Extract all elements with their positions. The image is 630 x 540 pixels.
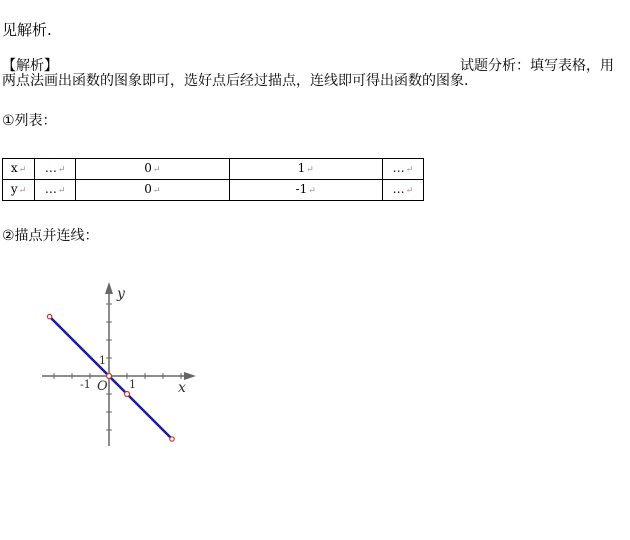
return-mark: ↵ bbox=[18, 165, 27, 175]
cell-value: … bbox=[44, 161, 57, 175]
table-cell bbox=[76, 180, 229, 201]
origin-label: O bbox=[97, 379, 108, 394]
line-end-point bbox=[47, 314, 51, 318]
step-one-label: ①列表： bbox=[2, 113, 57, 129]
return-mark: ↵ bbox=[308, 186, 316, 196]
tick-label-x-one: 1 bbox=[129, 378, 136, 391]
cell-value: … bbox=[44, 182, 57, 196]
step-two-label: ②描点并连线： bbox=[2, 228, 99, 244]
cell-value: 1 bbox=[297, 161, 306, 175]
table-cell bbox=[35, 159, 76, 180]
return-mark: ↵ bbox=[306, 165, 314, 175]
row-header-x: x bbox=[10, 161, 18, 175]
cell-value: … bbox=[392, 182, 405, 196]
return-mark: ↵ bbox=[57, 186, 66, 196]
return-mark: ↵ bbox=[152, 186, 161, 196]
analysis-heading: 【解析】 bbox=[2, 58, 58, 74]
plotted-point-origin bbox=[107, 374, 112, 379]
y-axis-label: y bbox=[117, 286, 125, 302]
answer-text: 见解析. bbox=[2, 21, 52, 39]
row-header-y: y bbox=[10, 182, 18, 196]
y-axis-arrow-icon bbox=[105, 282, 113, 294]
return-mark: ↵ bbox=[18, 186, 27, 196]
value-table bbox=[2, 158, 424, 201]
tick-label-y-one: 1 bbox=[99, 354, 106, 367]
analysis-label: 试题分析：填写表格，用 bbox=[460, 58, 614, 74]
tick-label-x-neg-one: -1 bbox=[80, 378, 91, 391]
cell-value: 0 bbox=[144, 161, 152, 175]
table-cell bbox=[382, 180, 423, 201]
table-cell bbox=[3, 159, 35, 180]
table-cell bbox=[382, 159, 423, 180]
table-cell bbox=[76, 159, 229, 180]
function-graph bbox=[0, 270, 210, 450]
line-end-point bbox=[170, 437, 174, 441]
table-cell bbox=[229, 180, 382, 201]
cell-value: 0 bbox=[144, 182, 152, 196]
return-mark: ↵ bbox=[405, 186, 414, 196]
table-row-y bbox=[3, 180, 424, 201]
return-mark: ↵ bbox=[152, 165, 161, 175]
table-row-x bbox=[3, 159, 424, 180]
analysis-text: 两点法画出函数的图象即可，选好点后经过描点，连线即可得出函数的图象. bbox=[2, 73, 469, 89]
table-cell bbox=[3, 180, 35, 201]
x-axis-label: x bbox=[178, 380, 186, 396]
plotted-point-one-neg-one bbox=[125, 392, 130, 397]
cell-value: -1 bbox=[295, 182, 308, 196]
table-cell bbox=[229, 159, 382, 180]
cell-value: … bbox=[392, 161, 405, 175]
return-mark: ↵ bbox=[57, 165, 66, 175]
x-axis-arrow-icon bbox=[184, 372, 196, 380]
return-mark: ↵ bbox=[405, 165, 414, 175]
table-cell bbox=[35, 180, 76, 201]
